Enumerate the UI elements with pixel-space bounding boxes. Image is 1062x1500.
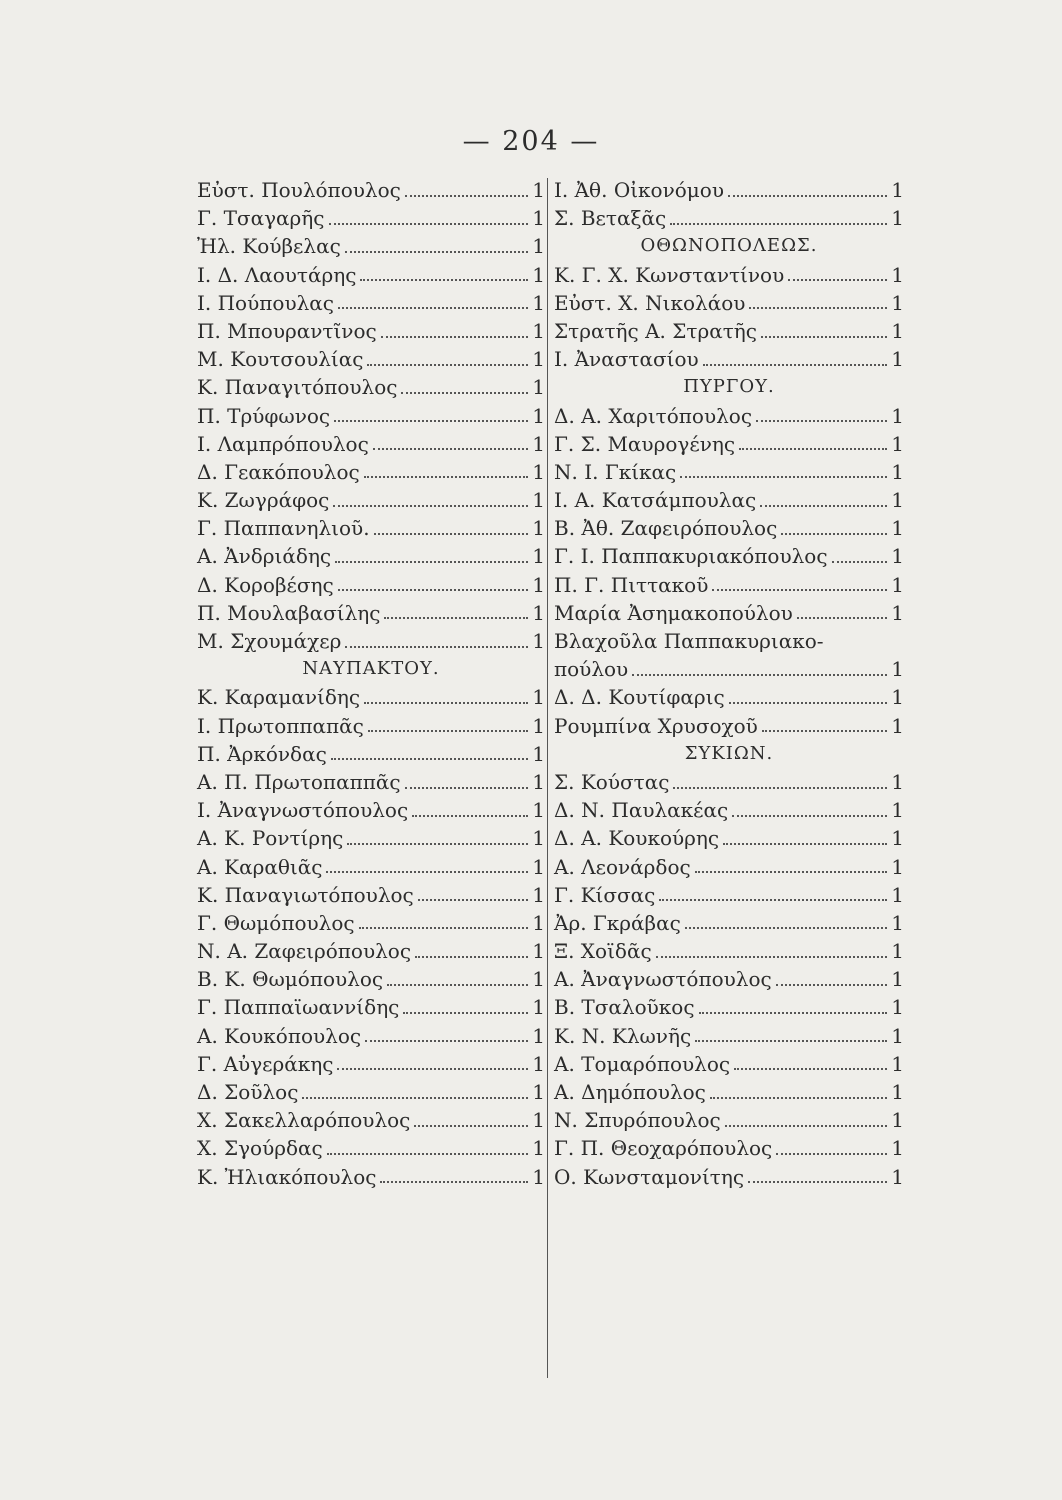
entry-name: Μ. Σχουμάχερ — [197, 629, 342, 653]
entry-name: Ι. Πούπουλας — [197, 290, 334, 315]
entry-name: Δ. Γεακόπουλος — [197, 459, 360, 484]
list-item — [554, 824, 904, 852]
list-item — [554, 1050, 904, 1078]
dot-leader — [732, 814, 887, 817]
entry-name: Μαρία Ἀσημακοπούλου — [554, 600, 793, 625]
dot-leader — [405, 194, 528, 197]
entry-name: Ἀρ. Γκράβας — [554, 910, 681, 935]
list-item — [554, 909, 904, 937]
dot-leader — [760, 504, 887, 507]
entry-count: 1 — [891, 347, 904, 372]
entry-count: 1 — [532, 798, 545, 823]
entry-count: 1 — [532, 1136, 545, 1161]
section-heading-text: ΣΥΚΙΩΝ. — [684, 742, 774, 764]
list-item — [197, 1078, 545, 1106]
list-item — [554, 853, 904, 881]
entry-name: Α. Τομαρόπουλος — [554, 1051, 731, 1076]
entry-count: 1 — [891, 572, 904, 597]
entry-name: Κ. Ζωγράφος — [197, 488, 330, 513]
dot-leader — [368, 729, 528, 732]
dot-leader — [405, 786, 529, 789]
list-item — [197, 261, 545, 289]
entry-count: 1 — [532, 516, 545, 541]
list-item — [554, 796, 904, 824]
entry-count: 1 — [532, 1051, 545, 1076]
list-item — [197, 402, 545, 430]
list-item — [554, 712, 904, 740]
entry-count: 1 — [532, 713, 545, 738]
entry-count: 1 — [891, 1108, 904, 1133]
entry-name: Δ. Α. Κουκούρης — [554, 826, 720, 851]
entry-count: 1 — [532, 939, 545, 964]
entry-count: 1 — [532, 629, 545, 653]
entry-count: 1 — [891, 995, 904, 1020]
dot-leader — [326, 870, 528, 873]
entry-name: Π. Γ. Πιττακοῦ — [554, 572, 709, 597]
entry-name: Κ. Ν. Κλωνῆς — [554, 1023, 692, 1048]
right-column — [554, 176, 904, 1191]
dot-leader — [781, 532, 887, 535]
entry-count: 1 — [891, 798, 904, 823]
section-heading-text: ΠΥΡΓΟΥ. — [683, 376, 775, 398]
entry-name: Ι. Πρωτοππαπᾶς — [197, 713, 364, 738]
section-heading — [554, 373, 904, 401]
entry-count: 1 — [532, 995, 545, 1020]
entry-count: 1 — [532, 572, 545, 597]
dot-leader — [360, 278, 528, 281]
list-item — [554, 937, 904, 965]
dot-leader — [364, 701, 528, 704]
entry-count: 1 — [532, 882, 545, 907]
entry-name: Γ. Αὐγεράκης — [197, 1051, 334, 1076]
entry-name: Στρατῆς Α. Στρατῆς — [554, 318, 757, 343]
entry-count: 1 — [891, 657, 904, 682]
list-item — [554, 1134, 904, 1162]
entry-count: 1 — [891, 1080, 904, 1104]
entry-name: Ν. Α. Ζαφειρόπουλος — [197, 939, 412, 964]
entry-count: 1 — [891, 290, 904, 315]
entry-count: 1 — [532, 290, 545, 315]
entry-name: Κ. Παναγιωτόπουλος — [197, 882, 414, 907]
entry-count: 1 — [532, 403, 545, 428]
entry-count: 1 — [891, 403, 904, 428]
list-item — [197, 881, 545, 909]
dot-leader — [365, 1039, 528, 1042]
entry-name: Χ. Σακελλαρόπουλος — [197, 1108, 411, 1133]
entry-count: 1 — [532, 375, 545, 400]
entry-name: Γ. Κίσσας — [554, 882, 656, 907]
entry-name: Β. Κ. Θωμόπουλος — [197, 967, 384, 992]
entry-name: Ἠλ. Κούβελας — [197, 234, 341, 259]
dot-leader — [381, 335, 529, 338]
list-item — [197, 571, 545, 599]
entry-count: 1 — [891, 854, 904, 879]
list-item — [197, 176, 545, 204]
dot-leader — [712, 588, 887, 591]
dot-leader — [414, 1124, 528, 1127]
dot-leader — [403, 1011, 528, 1014]
entry-name: Σ. Βεταξᾶς — [554, 206, 667, 231]
dot-leader — [329, 222, 529, 225]
entry-name: Ο. Κωνσταμονίτης — [554, 1164, 745, 1189]
column-divider — [547, 178, 548, 1378]
list-item — [197, 514, 545, 542]
dot-leader — [302, 1096, 528, 1099]
dot-leader — [347, 842, 528, 845]
entry-name: Π. Μπουραντῖνος — [197, 318, 377, 343]
dot-leader — [364, 475, 529, 478]
list-item — [554, 599, 904, 627]
entry-name: Γ. Ι. Παππακυριακόπουλος — [554, 544, 828, 569]
entry-count: 1 — [891, 713, 904, 738]
entry-name: Γ. Π. Θεοχαρόπουλος — [554, 1136, 773, 1161]
entry-name: Δ. Α. Χαριτόπουλος — [554, 403, 753, 428]
entry-name: Α. Π. Πρωτοπαππᾶς — [197, 769, 401, 794]
entry-name: Ι. Ἀθ. Οἰκονόμου — [554, 178, 724, 202]
dot-leader — [673, 786, 887, 789]
entry-name: Π. Τρύφωνος — [197, 403, 331, 428]
list-item — [554, 514, 904, 542]
entry-name: Α. Ἀνδριάδης — [197, 544, 332, 569]
entry-count: 1 — [532, 1080, 545, 1104]
dot-leader — [337, 1067, 528, 1070]
entry-count: 1 — [532, 178, 545, 202]
list-item — [554, 768, 904, 796]
entry-count: 1 — [891, 600, 904, 625]
dot-leader — [331, 757, 528, 760]
entry-count: 1 — [532, 1023, 545, 1048]
dot-leader — [734, 1067, 887, 1070]
dot-leader — [387, 983, 528, 986]
dot-leader — [380, 1180, 528, 1183]
entry-count: 1 — [891, 826, 904, 851]
dot-leader — [710, 1096, 887, 1099]
section-heading — [554, 740, 904, 768]
list-item — [197, 909, 545, 937]
entry-count: 1 — [891, 206, 904, 231]
entry-count: 1 — [532, 826, 545, 851]
section-heading-text: ΝΑΥΠΑΚΤΟΥ. — [302, 658, 440, 680]
list-item — [197, 542, 545, 570]
entry-name: Βλαχοῦλα Παππακυριακο- — [554, 629, 824, 653]
entry-name: Α. Λεονάρδος — [554, 854, 691, 879]
list-item — [197, 993, 545, 1021]
entry-count: 1 — [891, 262, 904, 287]
entry-count: 1 — [891, 318, 904, 343]
dot-leader — [748, 1180, 887, 1183]
entry-name: Χ. Σγούρδας — [197, 1136, 323, 1161]
dot-leader — [725, 1124, 888, 1127]
dot-leader — [695, 1039, 887, 1042]
list-item — [554, 1106, 904, 1134]
list-item — [554, 458, 904, 486]
dot-leader — [728, 194, 887, 197]
entry-name: Εὐστ. Χ. Νικολάου — [554, 290, 746, 315]
dot-leader — [334, 419, 528, 422]
list-item — [197, 373, 545, 401]
dot-leader — [749, 306, 887, 309]
entry-name: Β. Ἀθ. Ζαφειρόπουλος — [554, 516, 778, 541]
entry-name: Π. Μουλαβασίλης — [197, 600, 381, 625]
list-item — [197, 627, 545, 655]
section-heading-text: ΟΘΩΝΟΠΟΛΕΩΣ. — [640, 235, 818, 257]
entry-count: 1 — [891, 685, 904, 710]
dot-leader — [327, 1152, 529, 1155]
entry-name: Κ. Γ. Χ. Κωνσταντίνου — [554, 262, 785, 287]
entry-name: Ι. Ἀναστασίου — [554, 347, 699, 372]
entry-count: 1 — [532, 234, 545, 259]
list-item — [197, 1106, 545, 1134]
entry-name: Ξ. Χοϊδᾶς — [554, 939, 652, 964]
list-item — [197, 796, 545, 824]
dot-leader — [776, 1152, 887, 1155]
list-item — [554, 430, 904, 458]
list-item — [554, 683, 904, 711]
entry-name: Ι. Δ. Λαουτάρης — [197, 262, 357, 287]
entry-count: 1 — [891, 1164, 904, 1189]
entry-count: 1 — [532, 459, 545, 484]
entry-name: Ι. Λαμπρόπουλος — [197, 431, 369, 456]
list-item — [197, 289, 545, 317]
dot-leader — [739, 447, 887, 450]
entry-name: Γ. Τσαγαρῆς — [197, 206, 325, 231]
dot-leader — [338, 306, 528, 309]
entry-count: 1 — [532, 600, 545, 625]
list-item — [197, 1163, 545, 1191]
entry-count: 1 — [891, 488, 904, 513]
list-item — [554, 542, 904, 570]
entry-name: Γ. Θωμόπουλος — [197, 910, 355, 935]
dot-leader — [797, 616, 887, 619]
entry-count: 1 — [891, 178, 904, 202]
left-column — [197, 176, 545, 1191]
list-item — [197, 824, 545, 852]
dot-leader — [374, 532, 529, 535]
dot-leader — [788, 278, 887, 281]
entry-count: 1 — [532, 431, 545, 456]
entry-name: Γ. Παππανηλιοῦ. — [197, 516, 370, 541]
dot-leader — [695, 870, 888, 873]
dot-leader — [659, 898, 887, 901]
entry-count: 1 — [891, 910, 904, 935]
entry-count: 1 — [532, 769, 545, 794]
entry-count: 1 — [891, 769, 904, 794]
entry-name: Σ. Κούστας — [554, 769, 670, 794]
entry-name: Δ. Ν. Παυλακέας — [554, 798, 729, 823]
dot-leader — [776, 983, 888, 986]
list-item — [197, 768, 545, 796]
entry-name: Δ. Δ. Κουτίφαρις — [554, 685, 725, 710]
dot-leader — [338, 588, 529, 591]
entry-name: Α. Καραθιᾶς — [197, 854, 323, 879]
list-item — [554, 571, 904, 599]
entry-name: Εὐστ. Πουλόπουλος — [197, 178, 401, 202]
entry-count: 1 — [891, 1051, 904, 1076]
entry-name: Δ. Κοροβέσης — [197, 572, 334, 597]
entry-name: Κ. Καραμανίδης — [197, 685, 361, 710]
entry-count: 1 — [891, 1136, 904, 1161]
list-item — [197, 853, 545, 881]
entry-count: 1 — [891, 544, 904, 569]
list-item — [554, 1078, 904, 1106]
entry-count: 1 — [532, 206, 545, 231]
entry-name: Π. Ἀρκόνδας — [197, 741, 327, 766]
dot-leader — [832, 560, 888, 563]
list-item — [197, 683, 545, 711]
list-item — [197, 937, 545, 965]
entry-count: 1 — [532, 544, 545, 569]
list-item — [197, 1050, 545, 1078]
entry-name: Ι. Ἀναγνωστόπουλος — [197, 798, 409, 823]
entry-count: 1 — [891, 431, 904, 456]
list-item — [197, 599, 545, 627]
list-item — [554, 881, 904, 909]
list-item — [554, 1163, 904, 1191]
list-item — [197, 712, 545, 740]
entry-count: 1 — [891, 1023, 904, 1048]
dot-leader — [333, 504, 528, 507]
entry-name: Κ. Ἠλιακόπουλος — [197, 1164, 377, 1189]
list-item — [554, 965, 904, 993]
entry-count: 1 — [891, 882, 904, 907]
entry-name: Α. Ἀναγνωστόπουλος — [554, 967, 772, 992]
page-number: — 204 — — [462, 126, 600, 157]
entry-name: Α. Κ. Ροντίρης — [197, 826, 344, 851]
dot-leader — [335, 560, 528, 563]
entry-name: Κ. Παναγιτόπουλος — [197, 375, 398, 400]
entry-name: Γ. Παππαϊωαννίδης — [197, 995, 400, 1020]
dot-leader — [756, 419, 887, 422]
list-item — [197, 458, 545, 486]
dot-leader — [345, 250, 528, 253]
entry-count: 1 — [532, 1164, 545, 1189]
dot-leader — [401, 391, 528, 394]
entry-name: Α. Κουκόπουλος — [197, 1023, 362, 1048]
dot-leader — [762, 729, 887, 732]
entry-count: 1 — [532, 262, 545, 287]
entry-name: Ν. Ι. Γκίκας — [554, 459, 677, 484]
entry-count: 1 — [532, 347, 545, 372]
section-heading — [554, 232, 904, 260]
list-item — [197, 486, 545, 514]
dot-leader — [685, 926, 887, 929]
dot-leader — [699, 1011, 888, 1014]
entry-count: 1 — [532, 318, 545, 343]
list-item — [197, 1134, 545, 1162]
list-item — [554, 993, 904, 1021]
dot-leader — [359, 926, 529, 929]
entry-count: 1 — [891, 967, 904, 992]
list-item — [554, 402, 904, 430]
entry-name: πούλου — [554, 657, 629, 682]
dot-leader — [373, 447, 528, 450]
entry-count: 1 — [532, 854, 545, 879]
dot-leader — [729, 701, 888, 704]
list-item — [197, 430, 545, 458]
list-item — [197, 1022, 545, 1050]
list-item — [554, 1022, 904, 1050]
list-item — [197, 965, 545, 993]
list-item — [197, 232, 545, 260]
entry-name: Δ. Σοῦλος — [197, 1080, 299, 1104]
entry-count: 1 — [532, 488, 545, 513]
list-item — [197, 317, 545, 345]
entry-count: 1 — [532, 1108, 545, 1133]
dot-leader — [656, 955, 888, 958]
dot-leader — [632, 673, 887, 676]
list-item — [554, 317, 904, 345]
list-item — [554, 261, 904, 289]
entry-count: 1 — [532, 967, 545, 992]
dot-leader — [761, 335, 887, 338]
entry-count: 1 — [532, 685, 545, 710]
entry-count: 1 — [891, 939, 904, 964]
list-item — [197, 740, 545, 768]
dot-leader — [670, 222, 887, 225]
entry-count: 1 — [891, 459, 904, 484]
list-item — [197, 345, 545, 373]
entry-count: 1 — [891, 516, 904, 541]
list-item — [554, 655, 904, 683]
entry-name: Α. Δημόπουλος — [554, 1080, 706, 1104]
entry-name: Ι. Α. Κατσάμπουλας — [554, 488, 757, 513]
entry-name: Μ. Κουτσουλίας — [197, 347, 364, 372]
list-item — [197, 204, 545, 232]
entry-name: Β. Τσαλοῦκος — [554, 995, 695, 1020]
entry-name: Γ. Σ. Μαυρογένης — [554, 431, 736, 456]
entry-name: Ρουμπίνα Χρυσοχοῦ — [554, 713, 758, 738]
dot-leader — [680, 475, 887, 478]
dot-leader — [703, 363, 888, 366]
list-item — [554, 204, 904, 232]
dot-leader — [723, 842, 887, 845]
dot-leader — [418, 898, 529, 901]
list-item — [554, 176, 904, 204]
list-item — [554, 486, 904, 514]
entry-name: Ν. Σπυρόπουλος — [554, 1108, 721, 1133]
section-heading — [197, 655, 545, 683]
list-item — [554, 627, 904, 655]
dot-leader — [367, 363, 528, 366]
list-item — [554, 289, 904, 317]
dot-leader — [415, 955, 528, 958]
list-item — [554, 345, 904, 373]
entry-count: 1 — [532, 910, 545, 935]
dot-leader — [345, 645, 528, 648]
dot-leader — [384, 616, 528, 619]
dot-leader — [412, 814, 528, 817]
entry-count: 1 — [532, 741, 545, 766]
